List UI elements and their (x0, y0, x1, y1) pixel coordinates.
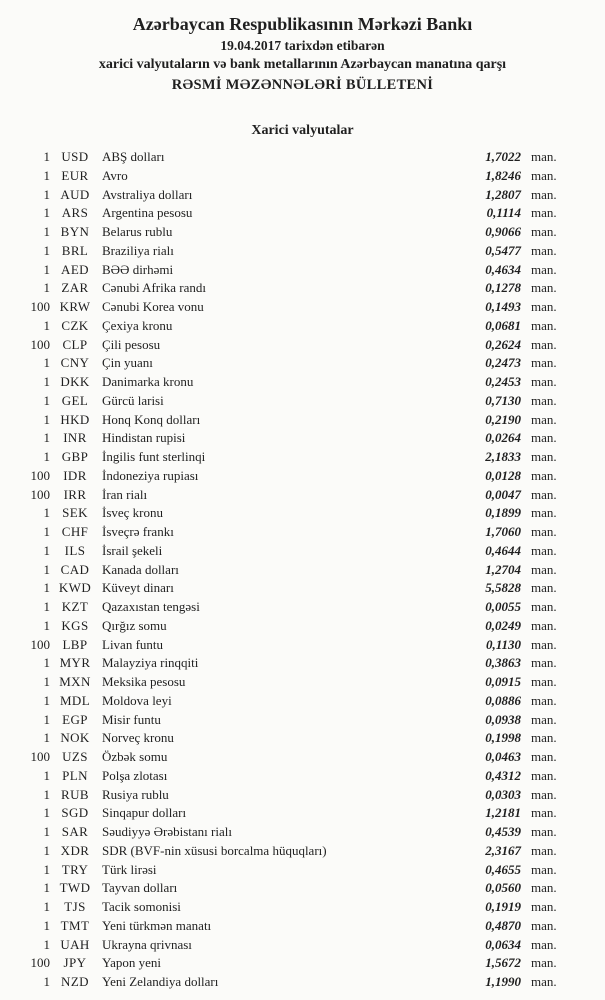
unit-cell: man. (531, 899, 557, 914)
currency-code-cell: KZT (61, 599, 89, 614)
rate-value-cell: 1,2181 (485, 805, 521, 821)
currency-name-cell: Türk lirəsi (102, 861, 157, 877)
unit-cell: man. (531, 486, 557, 502)
unit-cell: man. (531, 786, 557, 802)
quantity-cell: 1 (43, 280, 50, 296)
rate-value-cell: 0,7130 (485, 392, 521, 408)
quantity-cell: 1 (43, 411, 50, 427)
table-row (0, 523, 605, 542)
table-row (0, 504, 605, 523)
currency-name-cell: Qazaxıstan tengəsi (102, 599, 200, 614)
currency-code-cell: ZAR (61, 280, 89, 296)
table-row (0, 317, 605, 336)
unit-cell: man. (531, 524, 557, 539)
unit-cell: man. (531, 955, 557, 971)
effective-date-line: 19.04.2017 tarixdən etibarən (220, 38, 385, 53)
quantity-cell: 1 (43, 767, 50, 783)
quantity-cell: 1 (43, 542, 50, 558)
unit-cell: man. (531, 280, 557, 296)
rate-value-cell: 0,0303 (485, 786, 521, 802)
currency-code-cell: XDR (60, 842, 90, 858)
table-row (0, 598, 605, 617)
bulletin-title: RƏSMİ MƏZƏNNƏLƏRİ BÜLLETENİ (171, 77, 434, 93)
rate-value-cell: 0,4644 (485, 542, 521, 558)
table-row (0, 861, 605, 880)
currency-name-cell: Norveç kronu (102, 730, 174, 746)
quantity-cell: 100 (30, 299, 50, 314)
unit-cell: man. (531, 186, 557, 202)
unit-cell: man. (531, 730, 557, 746)
currency-code-cell: GBP (61, 449, 89, 464)
currency-code-cell: CZK (61, 317, 89, 333)
unit-cell: man. (531, 299, 557, 314)
quantity-cell: 1 (43, 374, 50, 389)
table-row (0, 392, 605, 411)
quantity-cell: 1 (43, 205, 50, 221)
rate-value-cell: 0,5477 (485, 242, 521, 258)
currency-code-cell: LBP (62, 636, 88, 652)
section-title-foreign-currencies: Xarici valyutalar (251, 123, 354, 138)
quantity-cell: 1 (43, 824, 50, 839)
table-row (0, 448, 605, 467)
currency-name-cell: Honq Konq dolları (102, 411, 201, 427)
rate-value-cell: 0,2453 (485, 374, 521, 389)
currency-code-cell: MYR (59, 655, 91, 671)
currency-code-cell: KGS (61, 617, 89, 633)
currency-name-cell: Hindistan rupisi (102, 430, 186, 446)
table-row (0, 261, 605, 280)
currency-code-cell: KWD (58, 580, 92, 596)
rate-value-cell: 2,1833 (485, 449, 521, 464)
table-row (0, 542, 605, 561)
unit-cell: man. (531, 336, 557, 352)
quantity-cell: 1 (43, 224, 50, 239)
quantity-cell: 1 (43, 186, 50, 202)
rate-value-cell: 0,0681 (485, 317, 521, 333)
currency-code-cell: MDL (59, 692, 91, 708)
currency-code-cell: CNY (60, 355, 90, 371)
quantity-cell: 1 (43, 505, 50, 521)
rate-value-cell: 0,2190 (485, 411, 521, 427)
unit-cell: man. (531, 430, 557, 446)
table-row (0, 673, 605, 692)
table-row (0, 148, 605, 167)
currency-code-cell: USD (61, 149, 89, 164)
currency-code-cell: INR (63, 430, 87, 446)
currency-name-cell: Meksika pesosu (102, 674, 186, 689)
currency-name-cell: Çexiya kronu (102, 317, 173, 333)
unit-cell: man. (531, 242, 557, 258)
unit-cell: man. (531, 711, 557, 727)
quantity-cell: 1 (43, 449, 50, 464)
rate-value-cell: 1,1990 (485, 974, 521, 989)
quantity-cell: 1 (43, 730, 50, 746)
currency-code-cell: NOK (60, 730, 90, 746)
quantity-cell: 1 (43, 655, 50, 671)
quantity-cell: 100 (30, 955, 50, 971)
unit-cell: man. (531, 880, 557, 896)
currency-name-cell: Tacik somonisi (102, 899, 181, 914)
table-row (0, 298, 605, 317)
rate-value-cell: 0,0463 (485, 749, 521, 764)
rate-value-cell: 0,4634 (485, 261, 521, 277)
unit-cell: man. (531, 636, 557, 652)
unit-cell: man. (531, 842, 557, 858)
unit-cell: man. (531, 167, 557, 183)
table-row (0, 692, 605, 711)
unit-cell: man. (531, 692, 557, 708)
currency-code-cell: DKK (60, 374, 90, 389)
unit-cell: man. (531, 936, 557, 952)
quantity-cell: 100 (30, 486, 50, 502)
unit-cell: man. (531, 449, 557, 464)
currency-name-cell: Sinqapur dolları (102, 805, 187, 821)
currency-code-cell: IRR (63, 486, 87, 502)
currency-code-cell: AUD (60, 186, 90, 202)
quantity-cell: 1 (43, 167, 50, 183)
table-row (0, 373, 605, 392)
currency-name-cell: Yeni Zelandiya dolları (102, 974, 219, 989)
rate-value-cell: 0,1130 (485, 636, 521, 652)
table-row (0, 429, 605, 448)
quantity-cell: 1 (43, 149, 50, 164)
rate-value-cell: 0,0055 (485, 599, 521, 614)
currency-code-cell: ILS (64, 542, 86, 558)
currency-code-cell: PLN (62, 767, 88, 783)
currency-code-cell: AED (61, 261, 89, 277)
unit-cell: man. (531, 824, 557, 839)
quantity-cell: 1 (43, 861, 50, 877)
unit-cell: man. (531, 411, 557, 427)
rate-value-cell: 0,4655 (485, 861, 521, 877)
currency-code-cell: EGP (62, 711, 88, 727)
table-row (0, 223, 605, 242)
quantity-cell: 1 (43, 242, 50, 258)
currency-name-cell: ABŞ dolları (102, 149, 165, 164)
rate-value-cell: 0,0886 (485, 692, 521, 708)
currency-name-cell: Yeni türkmən manatı (102, 917, 212, 933)
unit-cell: man. (531, 205, 557, 221)
currency-name-cell: Küveyt dinarı (102, 580, 174, 596)
currency-code-cell: TRY (61, 861, 89, 877)
currency-name-cell: Gürcü larisi (102, 392, 164, 408)
unit-cell: man. (531, 317, 557, 333)
quantity-cell: 1 (43, 936, 50, 952)
unit-cell: man. (531, 767, 557, 783)
rate-value-cell: 0,0047 (485, 486, 521, 502)
quantity-cell: 100 (30, 636, 50, 652)
currency-code-cell: SAR (61, 824, 89, 839)
quantity-cell: 1 (43, 786, 50, 802)
unit-cell: man. (531, 355, 557, 371)
currency-code-cell: HKD (60, 411, 90, 427)
rate-value-cell: 2,3167 (485, 842, 521, 858)
document-header (0, 0, 605, 96)
quantity-cell: 1 (43, 805, 50, 821)
currency-code-cell: SGD (61, 805, 89, 821)
currency-name-cell: İngilis funt sterlinqi (102, 449, 206, 464)
currency-code-cell: SEK (62, 505, 88, 521)
quantity-cell: 1 (43, 674, 50, 689)
rate-value-cell: 0,2473 (485, 355, 521, 371)
currency-name-cell: BƏƏ dirhəmi (102, 261, 174, 277)
rate-value-cell: 0,3863 (485, 655, 521, 671)
rate-value-cell: 0,0264 (485, 430, 521, 446)
currency-code-cell: NZD (61, 974, 89, 989)
unit-cell: man. (531, 149, 557, 164)
table-row (0, 167, 605, 186)
rate-value-cell: 0,9066 (485, 224, 521, 239)
rate-value-cell: 1,2807 (485, 186, 521, 202)
unit-cell: man. (531, 392, 557, 408)
currency-name-cell: Malayziya rinqqiti (102, 655, 199, 671)
currency-name-cell: Kanada dolları (102, 561, 179, 577)
table-row (0, 973, 605, 992)
quantity-cell: 1 (43, 842, 50, 858)
unit-cell: man. (531, 749, 557, 764)
currency-code-cell: ARS (61, 205, 89, 221)
document-subtitle: xarici valyutaların və bank metallarının Azərbaycan manatına qarşı (98, 57, 507, 72)
currency-name-cell: Cənubi Afrika randı (102, 280, 206, 296)
rate-value-cell: 1,7022 (485, 149, 521, 164)
unit-cell: man. (531, 917, 557, 933)
rate-value-cell: 1,7060 (485, 524, 521, 539)
table-row (0, 654, 605, 673)
currency-name-cell: Cənubi Korea vonu (102, 299, 204, 314)
quantity-cell: 1 (43, 580, 50, 596)
table-row (0, 879, 605, 898)
currency-name-cell: Livan funtu (102, 636, 164, 652)
table-row (0, 711, 605, 730)
table-row (0, 354, 605, 373)
table-row (0, 204, 605, 223)
unit-cell: man. (531, 674, 557, 689)
unit-cell: man. (531, 580, 557, 596)
table-row (0, 954, 605, 973)
rate-value-cell: 0,0938 (485, 711, 521, 727)
bank-name-title: Azərbaycan Respublikasının Mərkəzi Bankı (132, 14, 473, 34)
unit-cell: man. (531, 655, 557, 671)
unit-cell: man. (531, 561, 557, 577)
table-row (0, 186, 605, 205)
currency-name-cell: Misir funtu (102, 711, 161, 727)
currency-code-cell: TJS (64, 899, 86, 914)
currency-name-cell: İsrail şekeli (102, 542, 163, 558)
rate-value-cell: 0,1998 (485, 730, 521, 746)
unit-cell: man. (531, 861, 557, 877)
table-row (0, 486, 605, 505)
unit-cell: man. (531, 805, 557, 821)
table-row (0, 823, 605, 842)
currency-code-cell: MXN (59, 674, 91, 689)
currency-name-cell: İran rialı (102, 486, 148, 502)
currency-name-cell: Belarus rublu (102, 224, 173, 239)
rate-value-cell: 1,2704 (485, 561, 521, 577)
quantity-cell: 1 (43, 974, 50, 989)
quantity-cell: 1 (43, 261, 50, 277)
rate-value-cell: 0,1919 (485, 899, 521, 914)
currency-name-cell: Səudiyyə Ərəbistanı rialı (102, 824, 232, 839)
unit-cell: man. (531, 542, 557, 558)
table-row (0, 936, 605, 955)
currency-name-cell: Avstraliya dolları (102, 186, 193, 202)
table-row (0, 917, 605, 936)
currency-name-cell: Qırğız somu (102, 617, 167, 633)
table-row (0, 336, 605, 355)
quantity-cell: 1 (43, 561, 50, 577)
currency-code-cell: BYN (60, 224, 90, 239)
quantity-cell: 1 (43, 711, 50, 727)
quantity-cell: 1 (43, 880, 50, 896)
rate-value-cell: 1,8246 (485, 167, 521, 183)
rate-value-cell: 1,5672 (485, 955, 521, 971)
currency-name-cell: Danimarka kronu (102, 374, 194, 389)
unit-cell: man. (531, 467, 557, 483)
table-row (0, 898, 605, 917)
table-row (0, 786, 605, 805)
quantity-cell: 100 (30, 749, 50, 764)
rate-value-cell: 0,4312 (485, 767, 521, 783)
quantity-cell: 100 (30, 467, 50, 483)
currency-name-cell: İsveç kronu (102, 505, 164, 521)
quantity-cell: 100 (30, 336, 50, 352)
table-row (0, 411, 605, 430)
table-row (0, 617, 605, 636)
currency-name-cell: Moldova leyi (102, 692, 172, 708)
table-row (0, 729, 605, 748)
currency-name-cell: Yapon yeni (102, 955, 161, 971)
quantity-cell: 1 (43, 692, 50, 708)
currency-name-cell: Rusiya rublu (102, 786, 169, 802)
currency-code-cell: CLP (62, 336, 88, 352)
unit-cell: man. (531, 617, 557, 633)
currency-name-cell: Çin yuanı (102, 355, 153, 371)
currency-code-cell: JPY (63, 955, 87, 971)
currency-name-cell: Polşa zlotası (102, 767, 168, 783)
rate-value-cell: 0,1114 (486, 205, 521, 221)
rate-value-cell: 0,0249 (485, 617, 521, 633)
table-row (0, 842, 605, 861)
currency-name-cell: Özbək somu (102, 749, 168, 764)
currency-code-cell: RUB (61, 786, 89, 802)
rate-value-cell: 0,0634 (485, 936, 521, 952)
quantity-cell: 1 (43, 392, 50, 408)
rate-value-cell: 0,0915 (485, 674, 521, 689)
table-row (0, 804, 605, 823)
currency-name-cell: Ukrayna qrivnası (102, 936, 192, 952)
currency-code-cell: BRL (61, 242, 89, 258)
currency-code-cell: CAD (60, 561, 90, 577)
currency-name-cell: Braziliya rialı (102, 242, 174, 258)
unit-cell: man. (531, 374, 557, 389)
currency-code-cell: KRW (59, 299, 91, 314)
quantity-cell: 1 (43, 524, 50, 539)
unit-cell: man. (531, 974, 557, 989)
currency-name-cell: Argentina pesosu (102, 205, 193, 221)
quantity-cell: 1 (43, 599, 50, 614)
quantity-cell: 1 (43, 430, 50, 446)
unit-cell: man. (531, 505, 557, 521)
unit-cell: man. (531, 261, 557, 277)
currency-code-cell: GEL (61, 392, 89, 408)
quantity-cell: 1 (43, 899, 50, 914)
currency-code-cell: TWD (59, 880, 91, 896)
currency-name-cell: İndoneziya rupiası (102, 467, 199, 483)
quantity-cell: 1 (43, 917, 50, 933)
rate-value-cell: 0,4539 (485, 824, 521, 839)
currency-code-cell: EUR (61, 167, 89, 183)
rate-value-cell: 0,2624 (485, 336, 521, 352)
rate-value-cell: 0,1899 (485, 505, 521, 521)
table-row (0, 636, 605, 655)
quantity-cell: 1 (43, 617, 50, 633)
currency-code-cell: CHF (61, 524, 89, 539)
currency-name-cell: SDR (BVF-nin xüsusi borcalma hüquqları) (102, 842, 327, 858)
currency-name-cell: Tayvan dolları (102, 880, 178, 896)
table-row (0, 579, 605, 598)
currency-code-cell: UAH (60, 936, 90, 952)
rate-value-cell: 0,4870 (485, 917, 521, 933)
quantity-cell: 1 (43, 317, 50, 333)
currency-name-cell: İsveçrə frankı (102, 524, 174, 539)
rate-value-cell: 0,1493 (485, 299, 521, 314)
rate-value-cell: 0,1278 (485, 280, 521, 296)
unit-cell: man. (531, 599, 557, 614)
currency-code-cell: IDR (63, 467, 87, 483)
currency-code-cell: TMT (60, 917, 90, 933)
currency-name-cell: Çili pesosu (102, 336, 161, 352)
currency-name-cell: Avro (102, 167, 128, 183)
rate-value-cell: 0,0560 (485, 880, 521, 896)
rate-value-cell: 5,5828 (485, 580, 521, 596)
table-row (0, 561, 605, 580)
currency-code-cell: UZS (62, 749, 88, 764)
table-row (0, 748, 605, 767)
table-row (0, 279, 605, 298)
quantity-cell: 1 (43, 355, 50, 371)
table-row (0, 467, 605, 486)
unit-cell: man. (531, 224, 557, 239)
rate-value-cell: 0,0128 (485, 467, 521, 483)
table-row (0, 767, 605, 786)
exchange-rates-table (0, 148, 605, 992)
table-row (0, 242, 605, 261)
